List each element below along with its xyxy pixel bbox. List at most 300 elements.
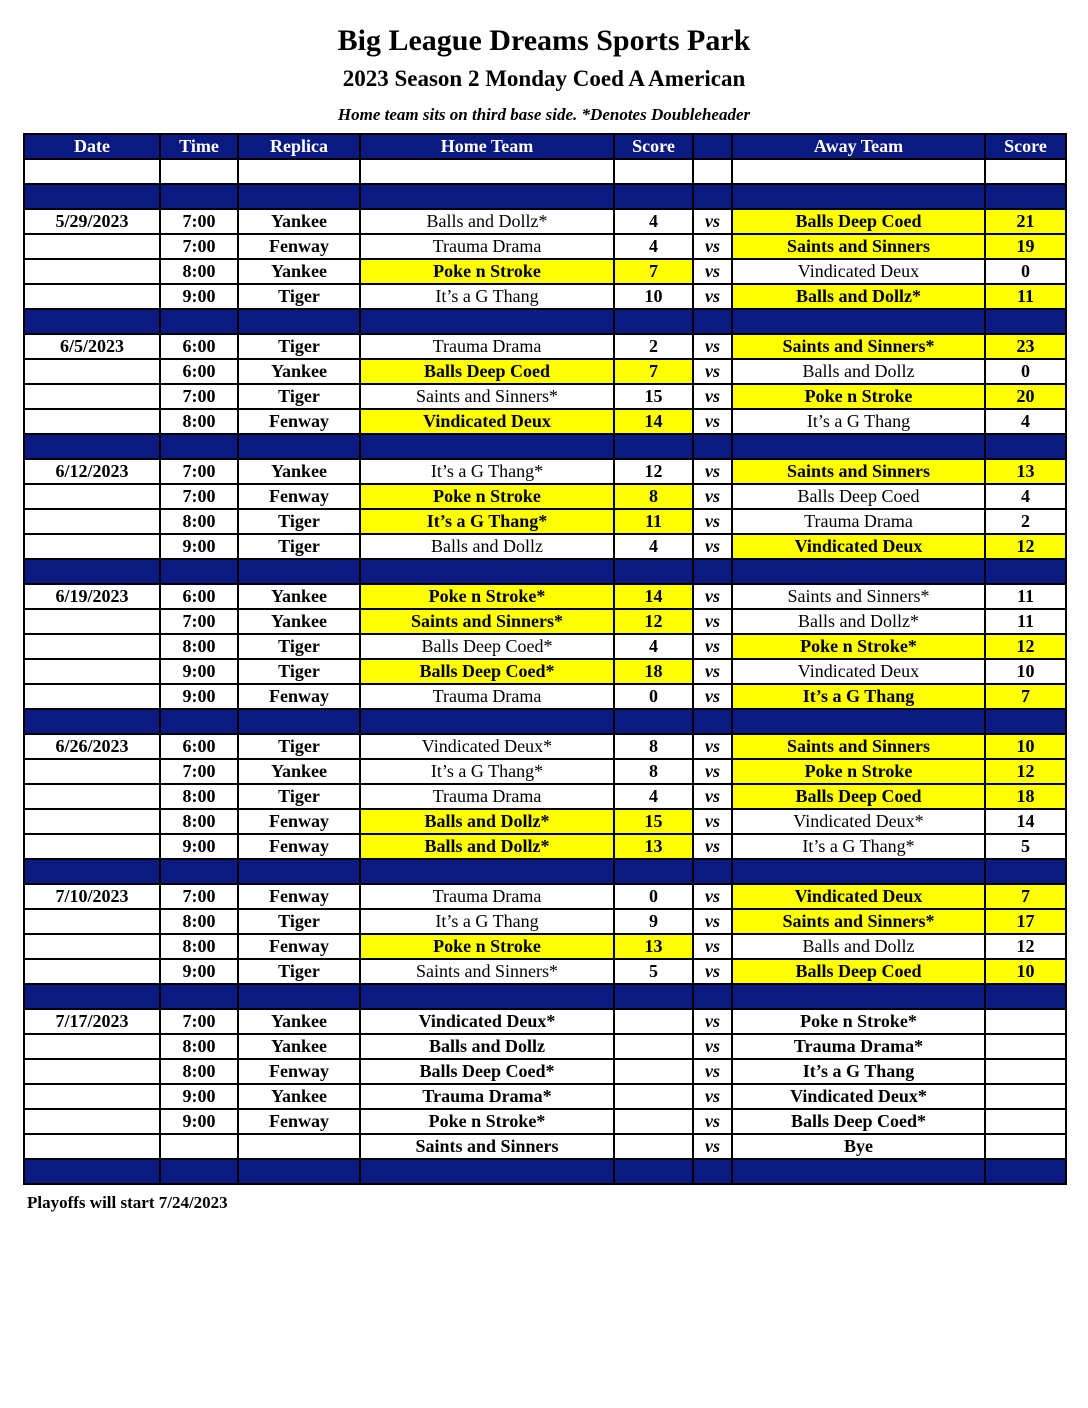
home-team: Balls and Dollz: [360, 1034, 614, 1059]
home-score: 0: [614, 884, 693, 909]
away-score: [985, 1009, 1066, 1034]
vs-label: vs: [693, 284, 732, 309]
vs-label: vs: [693, 409, 732, 434]
away-score: 2: [985, 509, 1066, 534]
game-replica: Fenway: [238, 834, 360, 859]
away-score: 0: [985, 259, 1066, 284]
home-team: Balls Deep Coed*: [360, 634, 614, 659]
away-score: 12: [985, 759, 1066, 784]
game-row: [24, 284, 1066, 309]
game-replica: Yankee: [238, 259, 360, 284]
game-time: 8:00: [160, 784, 238, 809]
away-team: Balls and Dollz: [732, 359, 985, 384]
game-replica: Yankee: [238, 359, 360, 384]
game-replica: Tiger: [238, 534, 360, 559]
game-time: 7:00: [160, 884, 238, 909]
game-row: [24, 1109, 1066, 1134]
week-separator: [24, 434, 1066, 459]
col-time-header: Time: [160, 134, 238, 159]
game-time: 6:00: [160, 734, 238, 759]
game-date: [24, 659, 160, 684]
game-replica: Fenway: [238, 409, 360, 434]
game-date: 6/19/2023: [24, 584, 160, 609]
away-team: Balls and Dollz*: [732, 609, 985, 634]
game-row: [24, 359, 1066, 384]
home-team: Poke n Stroke: [360, 259, 614, 284]
away-team: Trauma Drama: [732, 509, 985, 534]
vs-label: vs: [693, 1084, 732, 1109]
away-team: It’s a G Thang*: [732, 834, 985, 859]
away-score: 12: [985, 634, 1066, 659]
vs-label: vs: [693, 734, 732, 759]
home-team: Balls Deep Coed: [360, 359, 614, 384]
game-row: [24, 484, 1066, 509]
game-time: 7:00: [160, 484, 238, 509]
game-replica: Yankee: [238, 1084, 360, 1109]
game-time: 7:00: [160, 384, 238, 409]
home-team: It’s a G Thang*: [360, 509, 614, 534]
vs-label: vs: [693, 934, 732, 959]
game-date: [24, 759, 160, 784]
game-row: [24, 909, 1066, 934]
game-date: [24, 934, 160, 959]
away-team: It’s a G Thang: [732, 409, 985, 434]
game-date: 7/10/2023: [24, 884, 160, 909]
home-score: [614, 1059, 693, 1084]
game-row: [24, 409, 1066, 434]
game-date: [24, 259, 160, 284]
game-row: [24, 459, 1066, 484]
week-separator: [24, 709, 1066, 734]
game-row: [24, 209, 1066, 234]
game-replica: Tiger: [238, 784, 360, 809]
game-replica: Tiger: [238, 659, 360, 684]
game-time: 9:00: [160, 1084, 238, 1109]
away-score: 5: [985, 834, 1066, 859]
away-score: 4: [985, 484, 1066, 509]
home-score: [614, 1134, 693, 1159]
game-row: [24, 259, 1066, 284]
game-replica: Fenway: [238, 684, 360, 709]
game-replica: Yankee: [238, 759, 360, 784]
away-team: Balls Deep Coed: [732, 784, 985, 809]
vs-label: vs: [693, 884, 732, 909]
game-date: 6/12/2023: [24, 459, 160, 484]
col-away-score-header: Score: [985, 134, 1066, 159]
home-score: [614, 1034, 693, 1059]
away-team: Saints and Sinners: [732, 734, 985, 759]
col-replica-header: Replica: [238, 134, 360, 159]
away-score: 11: [985, 584, 1066, 609]
game-replica: Fenway: [238, 1059, 360, 1084]
home-team: Trauma Drama: [360, 234, 614, 259]
home-score: 15: [614, 809, 693, 834]
vs-label: vs: [693, 684, 732, 709]
away-team: Saints and Sinners*: [732, 584, 985, 609]
game-row: [24, 759, 1066, 784]
game-date: [24, 1034, 160, 1059]
game-row: [24, 384, 1066, 409]
game-date: [24, 484, 160, 509]
game-date: [24, 384, 160, 409]
vs-label: vs: [693, 259, 732, 284]
home-team: Vindicated Deux*: [360, 1009, 614, 1034]
home-score: 14: [614, 584, 693, 609]
game-row: [24, 659, 1066, 684]
game-replica: Fenway: [238, 1109, 360, 1134]
away-team: Poke n Stroke*: [732, 1009, 985, 1034]
game-time: 6:00: [160, 334, 238, 359]
home-team: Trauma Drama: [360, 884, 614, 909]
vs-label: vs: [693, 784, 732, 809]
away-team: It’s a G Thang: [732, 1059, 985, 1084]
home-team: Saints and Sinners*: [360, 384, 614, 409]
game-date: [24, 609, 160, 634]
home-team: It’s a G Thang: [360, 909, 614, 934]
game-replica: Yankee: [238, 459, 360, 484]
vs-label: vs: [693, 809, 732, 834]
game-replica: Tiger: [238, 334, 360, 359]
game-time: 7:00: [160, 209, 238, 234]
game-time: 8:00: [160, 809, 238, 834]
game-replica: Yankee: [238, 1034, 360, 1059]
home-team: Poke n Stroke*: [360, 1109, 614, 1134]
game-replica: Tiger: [238, 509, 360, 534]
game-date: [24, 909, 160, 934]
game-replica: Fenway: [238, 809, 360, 834]
home-team: Poke n Stroke: [360, 934, 614, 959]
game-replica: Yankee: [238, 584, 360, 609]
game-time: 6:00: [160, 584, 238, 609]
vs-label: vs: [693, 834, 732, 859]
home-score: 2: [614, 334, 693, 359]
away-team: Bye: [732, 1134, 985, 1159]
away-team: Saints and Sinners*: [732, 909, 985, 934]
home-score: 10: [614, 284, 693, 309]
week-separator: [24, 184, 1066, 209]
game-date: [24, 409, 160, 434]
game-time: 8:00: [160, 1034, 238, 1059]
away-score: 21: [985, 209, 1066, 234]
home-team: Trauma Drama: [360, 784, 614, 809]
page-subtitle: 2023 Season 2 Monday Coed A American: [342, 66, 746, 91]
vs-label: vs: [693, 209, 732, 234]
home-team: It’s a G Thang: [360, 284, 614, 309]
game-date: [24, 1109, 160, 1134]
game-row: [24, 934, 1066, 959]
game-date: 6/5/2023: [24, 334, 160, 359]
page-title: Big League Dreams Sports Park: [337, 24, 751, 57]
week-separator: [24, 559, 1066, 584]
home-score: 9: [614, 909, 693, 934]
home-score: 4: [614, 534, 693, 559]
away-score: 12: [985, 934, 1066, 959]
game-date: [24, 1084, 160, 1109]
schedule-body: [24, 159, 1066, 1184]
away-score: 7: [985, 684, 1066, 709]
away-score: 19: [985, 234, 1066, 259]
home-team: Saints and Sinners*: [360, 609, 614, 634]
home-score: 15: [614, 384, 693, 409]
game-row: [24, 1134, 1066, 1159]
home-score: 12: [614, 459, 693, 484]
game-date: 5/29/2023: [24, 209, 160, 234]
game-row: [24, 1059, 1066, 1084]
schedule-table: [23, 133, 1067, 1185]
col-away-team-header: Away Team: [732, 134, 985, 159]
away-score: 13: [985, 459, 1066, 484]
game-row: [24, 959, 1066, 984]
vs-label: vs: [693, 534, 732, 559]
away-score: 10: [985, 959, 1066, 984]
game-replica: Yankee: [238, 609, 360, 634]
week-separator: [24, 1159, 1066, 1184]
game-date: [24, 284, 160, 309]
game-row: [24, 1034, 1066, 1059]
week-separator: [24, 859, 1066, 884]
away-team: Vindicated Deux: [732, 884, 985, 909]
game-time: 8:00: [160, 934, 238, 959]
away-team: Balls Deep Coed: [732, 484, 985, 509]
vs-label: vs: [693, 609, 732, 634]
home-team: Vindicated Deux: [360, 409, 614, 434]
game-time: 9:00: [160, 1109, 238, 1134]
away-team: Trauma Drama*: [732, 1034, 985, 1059]
away-team: Balls and Dollz: [732, 934, 985, 959]
game-row: [24, 834, 1066, 859]
home-score: 4: [614, 634, 693, 659]
away-score: [985, 1109, 1066, 1134]
away-score: 11: [985, 609, 1066, 634]
vs-label: vs: [693, 1109, 732, 1134]
game-date: [24, 509, 160, 534]
home-score: 4: [614, 209, 693, 234]
home-team: Balls and Dollz*: [360, 834, 614, 859]
game-time: 7:00: [160, 459, 238, 484]
header-note: Home team sits on third base side. *Denotes Doubleheader: [337, 105, 751, 124]
game-date: [24, 809, 160, 834]
vs-label: vs: [693, 334, 732, 359]
home-score: 0: [614, 684, 693, 709]
game-row: [24, 1084, 1066, 1109]
col-home-team-header: Home Team: [360, 134, 614, 159]
game-replica: [238, 1134, 360, 1159]
home-team: Vindicated Deux*: [360, 734, 614, 759]
game-time: 6:00: [160, 359, 238, 384]
game-time: [160, 1134, 238, 1159]
game-date: [24, 959, 160, 984]
away-team: Vindicated Deux: [732, 534, 985, 559]
vs-label: vs: [693, 384, 732, 409]
game-time: 9:00: [160, 684, 238, 709]
away-score: [985, 1134, 1066, 1159]
game-date: 6/26/2023: [24, 734, 160, 759]
col-vs-header: [693, 134, 732, 159]
game-time: 9:00: [160, 659, 238, 684]
away-team: Balls Deep Coed: [732, 209, 985, 234]
vs-label: vs: [693, 1134, 732, 1159]
home-team: Balls and Dollz*: [360, 809, 614, 834]
vs-label: vs: [693, 909, 732, 934]
game-replica: Tiger: [238, 384, 360, 409]
game-time: 7:00: [160, 1009, 238, 1034]
vs-label: vs: [693, 459, 732, 484]
vs-label: vs: [693, 1034, 732, 1059]
game-replica: Fenway: [238, 934, 360, 959]
away-score: [985, 1084, 1066, 1109]
away-team: Saints and Sinners: [732, 234, 985, 259]
home-score: 18: [614, 659, 693, 684]
game-time: 8:00: [160, 259, 238, 284]
game-date: [24, 234, 160, 259]
header-row: [24, 134, 1066, 159]
home-score: 8: [614, 759, 693, 784]
game-row: [24, 234, 1066, 259]
home-team: Saints and Sinners: [360, 1134, 614, 1159]
away-team: Vindicated Deux: [732, 659, 985, 684]
game-time: 9:00: [160, 959, 238, 984]
game-replica: Tiger: [238, 734, 360, 759]
home-team: Poke n Stroke: [360, 484, 614, 509]
game-row: [24, 1009, 1066, 1034]
vs-label: vs: [693, 584, 732, 609]
home-team: Balls Deep Coed*: [360, 659, 614, 684]
away-team: It’s a G Thang: [732, 684, 985, 709]
away-team: Balls and Dollz*: [732, 284, 985, 309]
game-date: [24, 1059, 160, 1084]
game-time: 8:00: [160, 509, 238, 534]
home-score: 13: [614, 834, 693, 859]
vs-label: vs: [693, 484, 732, 509]
home-team: It’s a G Thang*: [360, 759, 614, 784]
game-row: [24, 809, 1066, 834]
away-team: Poke n Stroke: [732, 759, 985, 784]
game-date: [24, 784, 160, 809]
away-score: 20: [985, 384, 1066, 409]
game-replica: Tiger: [238, 284, 360, 309]
game-row: [24, 534, 1066, 559]
away-score: 10: [985, 659, 1066, 684]
vs-label: vs: [693, 659, 732, 684]
away-team: Saints and Sinners: [732, 459, 985, 484]
away-score: 23: [985, 334, 1066, 359]
away-score: 12: [985, 534, 1066, 559]
game-time: 8:00: [160, 409, 238, 434]
game-time: 7:00: [160, 759, 238, 784]
game-row: [24, 734, 1066, 759]
home-team: Trauma Drama: [360, 334, 614, 359]
game-time: 9:00: [160, 834, 238, 859]
home-score: 8: [614, 484, 693, 509]
home-team: It’s a G Thang*: [360, 459, 614, 484]
home-team: Balls and Dollz: [360, 534, 614, 559]
game-time: 9:00: [160, 534, 238, 559]
game-time: 8:00: [160, 909, 238, 934]
home-team: Poke n Stroke*: [360, 584, 614, 609]
away-team: Poke n Stroke*: [732, 634, 985, 659]
vs-label: vs: [693, 1059, 732, 1084]
away-team: Poke n Stroke: [732, 384, 985, 409]
home-score: [614, 1084, 693, 1109]
away-score: 7: [985, 884, 1066, 909]
blank-row: [24, 159, 1066, 184]
game-date: [24, 359, 160, 384]
home-score: [614, 1009, 693, 1034]
vs-label: vs: [693, 234, 732, 259]
game-date: [24, 534, 160, 559]
game-time: 8:00: [160, 1059, 238, 1084]
week-separator: [24, 984, 1066, 1009]
home-team: Trauma Drama*: [360, 1084, 614, 1109]
game-time: 9:00: [160, 284, 238, 309]
away-team: Vindicated Deux*: [732, 1084, 985, 1109]
away-score: 17: [985, 909, 1066, 934]
game-replica: Tiger: [238, 959, 360, 984]
game-replica: Fenway: [238, 484, 360, 509]
home-score: 7: [614, 259, 693, 284]
game-replica: Tiger: [238, 909, 360, 934]
game-time: 7:00: [160, 234, 238, 259]
vs-label: vs: [693, 634, 732, 659]
home-score: 5: [614, 959, 693, 984]
away-score: 18: [985, 784, 1066, 809]
away-score: 10: [985, 734, 1066, 759]
vs-label: vs: [693, 1009, 732, 1034]
game-date: 7/17/2023: [24, 1009, 160, 1034]
away-score: [985, 1034, 1066, 1059]
vs-label: vs: [693, 509, 732, 534]
game-row: [24, 884, 1066, 909]
home-score: 4: [614, 234, 693, 259]
home-score: 8: [614, 734, 693, 759]
away-score: 4: [985, 409, 1066, 434]
home-score: 4: [614, 784, 693, 809]
vs-label: vs: [693, 959, 732, 984]
vs-label: vs: [693, 759, 732, 784]
home-team: Trauma Drama: [360, 684, 614, 709]
game-row: [24, 684, 1066, 709]
game-row: [24, 584, 1066, 609]
home-team: Balls Deep Coed*: [360, 1059, 614, 1084]
game-row: [24, 609, 1066, 634]
col-home-score-header: Score: [614, 134, 693, 159]
home-score: 14: [614, 409, 693, 434]
away-score: 0: [985, 359, 1066, 384]
game-row: [24, 509, 1066, 534]
away-team: Vindicated Deux*: [732, 809, 985, 834]
game-date: [24, 1134, 160, 1159]
game-replica: Yankee: [238, 209, 360, 234]
home-score: [614, 1109, 693, 1134]
away-team: Balls Deep Coed: [732, 959, 985, 984]
away-score: [985, 1059, 1066, 1084]
away-team: Saints and Sinners*: [732, 334, 985, 359]
col-date-header: Date: [24, 134, 160, 159]
game-row: [24, 334, 1066, 359]
home-score: 7: [614, 359, 693, 384]
home-team: Saints and Sinners*: [360, 959, 614, 984]
game-time: 7:00: [160, 609, 238, 634]
game-replica: Fenway: [238, 234, 360, 259]
game-date: [24, 684, 160, 709]
game-replica: Fenway: [238, 884, 360, 909]
playoffs-note: Playoffs will start 7/24/2023: [27, 1193, 228, 1212]
week-separator: [24, 309, 1066, 334]
game-replica: Yankee: [238, 1009, 360, 1034]
game-row: [24, 784, 1066, 809]
home-score: 13: [614, 934, 693, 959]
away-team: Vindicated Deux: [732, 259, 985, 284]
